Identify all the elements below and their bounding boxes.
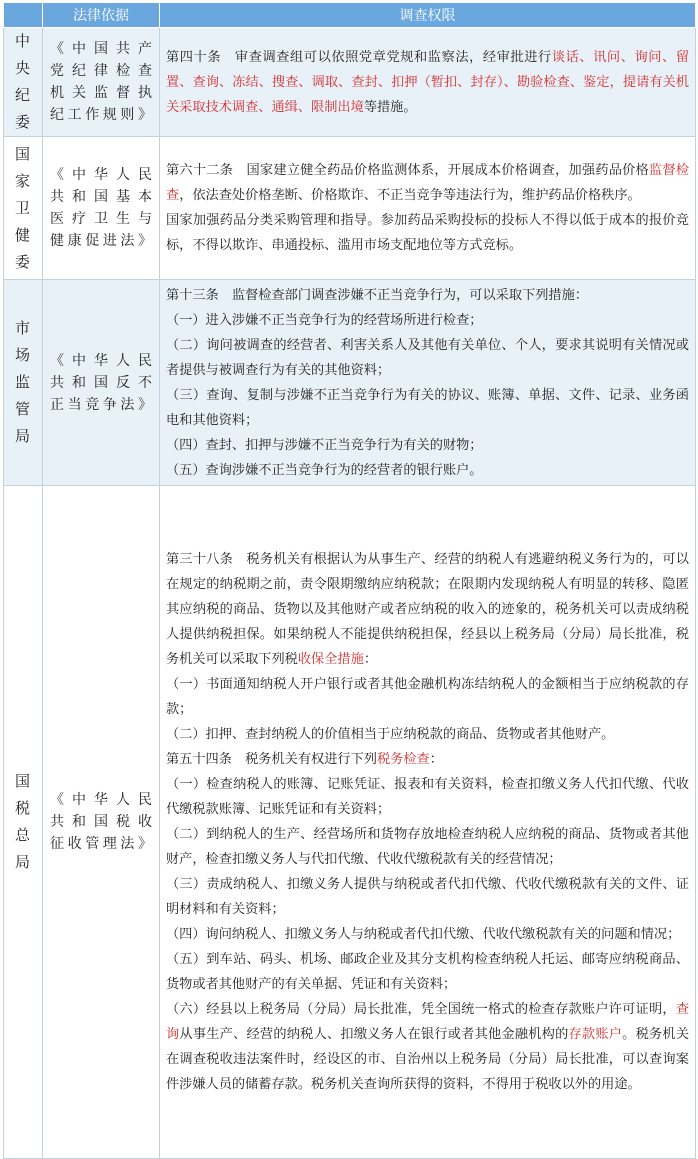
authority-text: （三）责成纳税人、扣缴义务人提供与纳税或者代扣代缴、代收代缴税款有关的文件、证明材料和有关资料； — [166, 877, 689, 917]
authority-text: 。税务机关在调查税收违法案件时，经设区的市、自治州以上税务局（分局）局长批准，可以查询案件涉嫌人员的储蓄存款。税务机关查询所获得的资料，不得用于税收以外的用途。 — [166, 1027, 690, 1092]
authority-paragraph — [166, 947, 689, 997]
authority-text: （二）询问被调查的经营者、利害关系人及其他有关单位、个人，要求其说明有关情况或者提供与被调查行为有关的其他资料； — [166, 337, 689, 378]
authority-text: ，依法查处价格垄断、价格欺诈、不正当竞争等违法行为，维护药品价格秩序。 — [179, 188, 641, 203]
authority-table — [3, 2, 696, 1159]
authority-paragraph — [166, 922, 689, 947]
table-row — [4, 486, 696, 1159]
authority-paragraph — [166, 772, 689, 822]
authority-text: 第十三条 监督检查部门调查涉嫌不正当竞争行为，可以采取下列措施： — [166, 287, 588, 303]
header-blank-cell — [4, 3, 43, 28]
highlighted-text: 查询 — [166, 1002, 689, 1042]
agency-char: 局 — [14, 427, 31, 445]
authority-text: （六）经县以上税务局（分局）局长批准，凭全国统一格式的检查存款账户许可证明， — [166, 1002, 676, 1017]
authority-text: （二）到纳税人的生产、经营场所和货物存放地检查纳税人应纳税的商品、货物或者其他财产，检查扣缴义务人与代扣代缴、代收代缴税款有关的经营情况； — [166, 827, 689, 867]
table-row — [4, 137, 696, 280]
header-law-basis: 法律依据 — [43, 3, 160, 28]
authority-paragraph — [166, 747, 689, 772]
law-basis-cell — [43, 137, 160, 280]
authority-paragraph — [166, 333, 689, 383]
agency-char: 局 — [14, 853, 31, 871]
law-basis-line: 征收管理法》 — [50, 836, 152, 852]
law-basis-line: 《中华人民 — [50, 792, 152, 808]
table-header-row — [4, 3, 696, 28]
agency-char: 国 — [14, 772, 31, 790]
table-row — [4, 280, 696, 486]
authority-paragraph — [166, 997, 689, 1097]
law-basis-line: 健康促进法》 — [50, 233, 152, 249]
authority-paragraph — [166, 308, 689, 333]
agency-cell — [4, 486, 43, 1159]
agency-cell — [4, 280, 43, 486]
agency-char: 国 — [14, 144, 31, 163]
authority-paragraph — [166, 383, 689, 433]
authority-cell — [160, 28, 696, 137]
authority-paragraph — [166, 208, 689, 258]
highlighted-text: 存款账户 — [568, 1027, 623, 1042]
authority-paragraph — [166, 822, 689, 872]
authority-text: （二）扣押、查封纳税人的价值相当于应纳税款的商品、货物或者其他财产。 — [166, 727, 615, 742]
law-basis-line: 纪工作规则》 — [50, 107, 152, 123]
law-basis-line: 《中国共产 — [50, 41, 152, 57]
authority-text: ： — [363, 652, 377, 667]
law-basis-line: 共和国税收 — [50, 814, 152, 830]
authority-text: ： — [429, 752, 443, 767]
highlighted-text: 收保全措施 — [297, 652, 364, 667]
law-basis-line: 机关监督执 — [50, 85, 152, 101]
law-basis-line: 医疗卫生与 — [50, 211, 152, 227]
authority-paragraph — [166, 433, 689, 458]
agency-cell — [4, 28, 43, 137]
authority-text: 第五十四条 税务机关有权进行下列 — [166, 752, 377, 767]
agency-char: 纪 — [14, 86, 31, 104]
authority-text: （四）询问纳税人、扣缴义务人与纳税或者代扣代缴、代收代缴税款有关的问题和情况； — [166, 927, 681, 942]
authority-text: （五）到车站、码头、机场、邮政企业及其分支机构检查纳税人托运、邮寄应纳税商品、货物或者其他财产的有关单据、凭证和有关资料； — [166, 952, 689, 992]
agency-char: 场 — [14, 346, 31, 364]
agency-char: 委 — [14, 113, 31, 131]
authority-text: （一）进入涉嫌不正当竞争行为的经营场所进行检查； — [166, 312, 483, 328]
law-basis-cell — [43, 28, 160, 137]
authority-paragraph — [166, 45, 689, 120]
authority-text: 第四十条 审查调查组可以依照党章党规和监察法，经审批进行 — [166, 49, 552, 65]
authority-paragraph — [166, 158, 689, 208]
authority-paragraph — [166, 672, 689, 722]
authority-text: （一）书面通知纳税人开户银行或者其他金融机构冻结纳税人的金额相当于应纳税款的存款； — [166, 677, 689, 717]
authority-cell — [160, 137, 696, 280]
agency-cell — [4, 137, 43, 280]
law-basis-line: 正当竞争法》 — [50, 396, 152, 413]
agency-char: 委 — [14, 252, 31, 271]
law-basis-cell — [43, 280, 160, 486]
authority-text: 国家加强药品分类采购管理和指导。参加药品采购投标的投标人不得以低于成本的报价竞标，不得以欺诈、串通投标、滥用市场支配地位等方式竞标。 — [166, 213, 689, 253]
authority-paragraph — [166, 722, 689, 747]
law-basis-line: 共和国基本 — [50, 189, 152, 205]
agency-char: 总 — [14, 826, 31, 844]
law-basis-line: 共和国反不 — [50, 374, 152, 391]
agency-char: 卫 — [14, 198, 31, 217]
highlighted-text: 税务检查 — [377, 752, 430, 767]
authority-text: （五）查询涉嫌不正当竞争行为的经营者的银行账户。 — [166, 462, 483, 478]
agency-char: 监 — [14, 373, 31, 391]
highlighted-text: 监督检查 — [166, 163, 690, 203]
authority-paragraph — [166, 547, 689, 672]
agency-char: 管 — [14, 400, 31, 418]
authority-paragraph — [166, 458, 689, 483]
agency-char: 中 — [14, 32, 31, 50]
header-investigation-authority: 调查权限 — [160, 3, 696, 28]
law-basis-cell — [43, 486, 160, 1159]
agency-char: 税 — [14, 799, 31, 817]
authority-text: 等措施。 — [363, 99, 417, 115]
law-basis-line: 党纪律检查 — [50, 63, 152, 79]
authority-paragraph — [166, 872, 689, 922]
law-basis-line: 《中华人民 — [50, 352, 152, 369]
authority-paragraph — [166, 283, 689, 308]
authority-text: （三）查询、复制与涉嫌不正当竞争行为有关的协议、账簿、单据、文件、记录、业务函电和其他资料； — [166, 387, 689, 428]
agency-char: 家 — [14, 171, 31, 190]
authority-text: 从事生产、经营的纳税人、扣缴义务人在银行或者其他金融机构的 — [179, 1027, 569, 1042]
authority-cell — [160, 280, 696, 486]
agency-char: 央 — [14, 59, 31, 77]
authority-text: （一）检查纳税人的账簿、记账凭证、报表和有关资料，检查扣缴义务人代扣代缴、代收代缴税款账簿、记账凭证和有关资料； — [166, 777, 689, 817]
table-row — [4, 28, 696, 137]
authority-text: （四）查封、扣押与涉嫌不正当竞争行为有关的财物； — [166, 437, 483, 453]
authority-text: 第三十八条 税务机关有根据认为从事生产、经营的纳税人有逃避纳税义务行为的，可以在规定的纳税期之前，责令限期缴纳应纳税款；在限期内发现纳税人有明显的转移、隐匿其应纳税的商品、货物以及其他财产或者应纳税的收入的迹象的，税务机关可以责成纳税人提供纳税担保。如果纳税人不能提供纳税担保，经县以上税务局（分局）局长批准，税务机关可以采取下列税 — [166, 552, 689, 667]
highlighted-text: 谈话、讯问、询问、留置、查询、冻结、搜查、调取、查封、扣押（暂扣、封存）、勘验检查、鉴定，提请有关机关采取技术调查、通缉、限制出境 — [166, 49, 690, 115]
authority-cell — [160, 486, 696, 1159]
agency-char: 市 — [14, 319, 31, 337]
law-basis-line: 《中华人民 — [50, 167, 152, 183]
agency-char: 健 — [14, 225, 31, 244]
authority-text: 第六十二条 国家建立健全药品价格监测体系，开展成本价格调查，加强药品价格 — [166, 163, 649, 178]
